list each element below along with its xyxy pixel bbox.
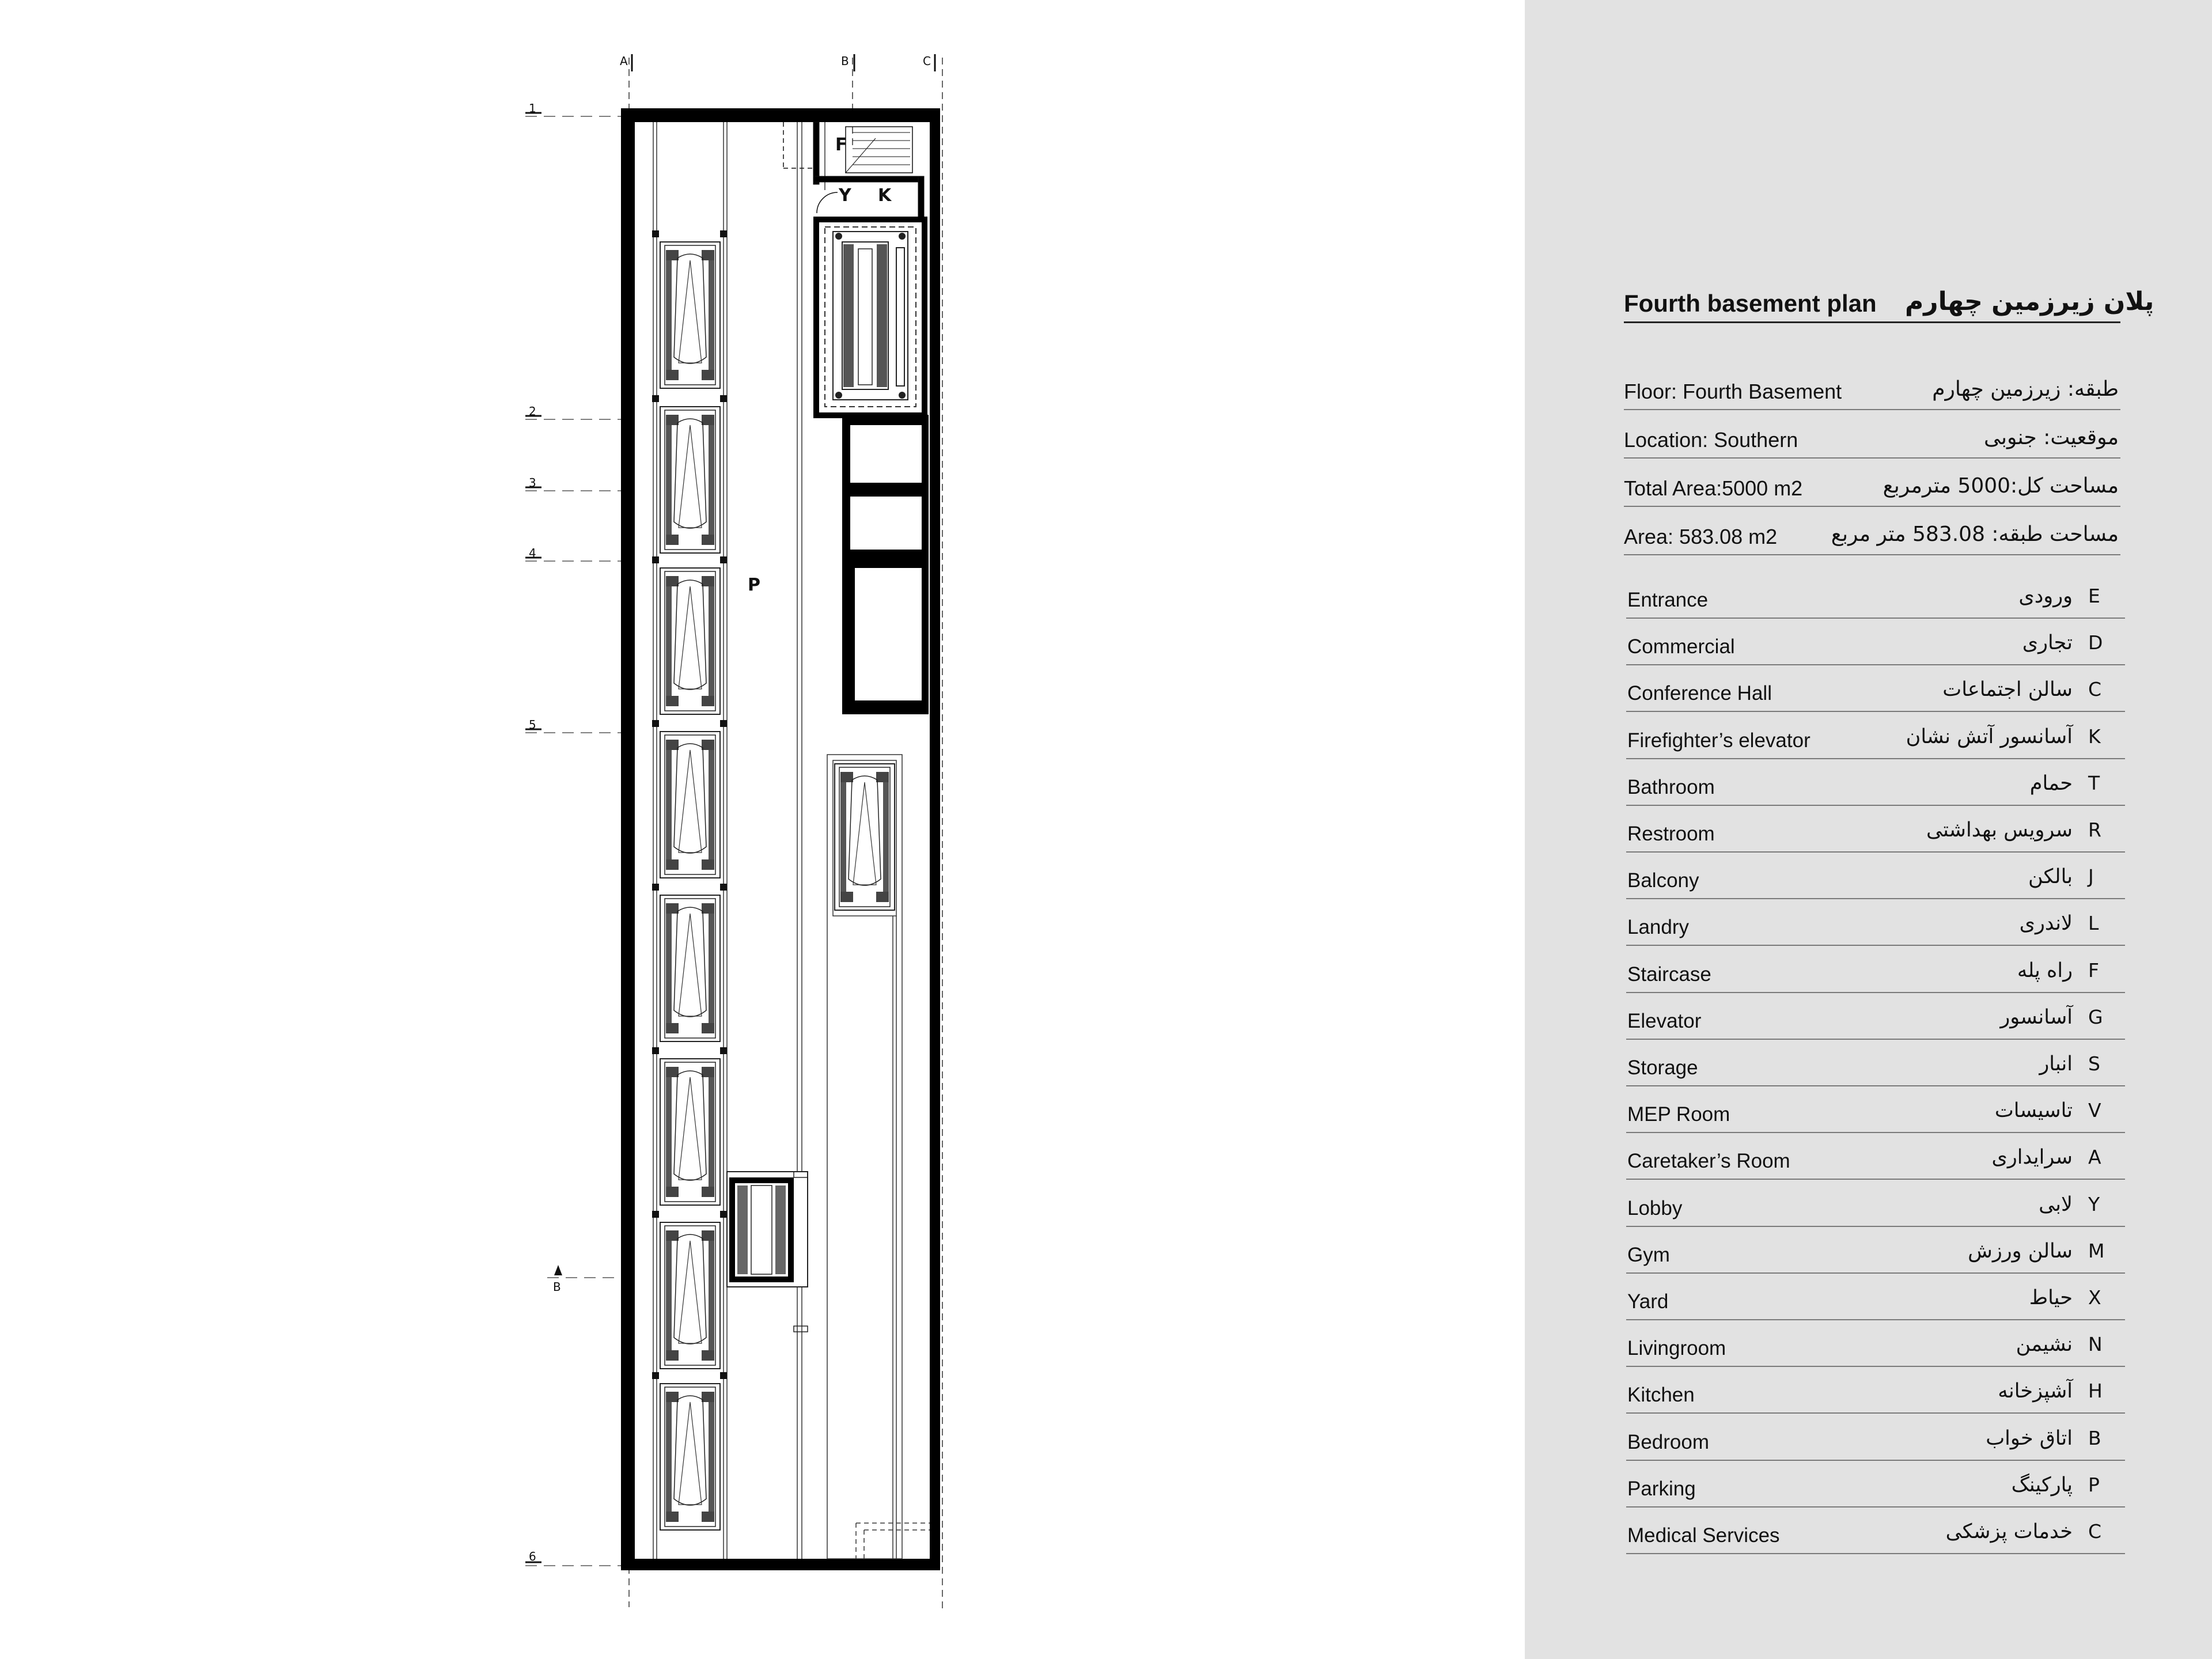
legend-code: L [2088, 912, 2099, 934]
legend-item-fa: تجاری [2022, 631, 2073, 654]
info-row-rule [1624, 457, 2120, 459]
legend-code: T [2088, 772, 2100, 794]
legend-item-en: Bedroom [1627, 1431, 1710, 1453]
parking-stall [660, 1384, 720, 1530]
legend-row-rule [1626, 1553, 2125, 1554]
legend-item-en: Elevator [1627, 1010, 1702, 1032]
legend-item-en: Landry [1627, 916, 1690, 938]
info-label-fa: طبقه: زیرزمین چهارم [1932, 377, 2119, 401]
parking-stall [660, 1059, 720, 1205]
parking-stall [660, 242, 720, 388]
legend-item-fa: راه پله [2017, 959, 2073, 982]
grid-label-row-6: 6 [529, 1550, 536, 1563]
legend-item-en: Gym [1627, 1244, 1670, 1266]
legend-code: B [2088, 1427, 2101, 1449]
legend-row-rule [1626, 1366, 2125, 1367]
legend-row-rule [1626, 1132, 2125, 1133]
legend-code: S [2088, 1052, 2100, 1075]
legend-item-en: Parking [1627, 1478, 1696, 1500]
grid-label-row-3: 3 [529, 476, 536, 490]
legend-item-fa: حمام [2029, 772, 2073, 795]
legend-row-rule [1626, 618, 2125, 619]
legend-code: H [2088, 1380, 2103, 1402]
legend-item-en: Entrance [1627, 589, 1709, 611]
parking-stall [660, 568, 720, 714]
legend-item-en: Restroom [1627, 823, 1715, 845]
legend-item-fa: سالن اجتماعات [1942, 678, 2073, 701]
legend-code: X [2088, 1286, 2101, 1309]
legend-item-fa: پارکینگ [2011, 1474, 2073, 1497]
legend-item-en: MEP Room [1627, 1103, 1730, 1126]
legend-item-fa: ورودی [2018, 585, 2073, 608]
legend-item-fa: سرایداری [1991, 1146, 2073, 1169]
legend-row-rule [1626, 851, 2125, 853]
legend-row-rule [1626, 1460, 2125, 1461]
legend-item-en: Conference Hall [1627, 682, 1772, 704]
legend-row-rule [1626, 805, 2125, 806]
legend-code: V [2088, 1099, 2101, 1122]
legend-row-rule [1626, 1272, 2125, 1274]
legend-item-fa: سالن ورزش [1968, 1240, 2073, 1263]
room-label-staircase: F [835, 135, 847, 155]
legend-item-fa: انبار [2039, 1052, 2073, 1075]
legend-row-rule [1626, 1412, 2125, 1414]
legend-code: G [2088, 1006, 2103, 1028]
legend-item-en: Commercial [1627, 635, 1735, 658]
legend-code: F [2088, 959, 2099, 982]
legend-row-rule [1626, 1179, 2125, 1180]
legend-item-en: Lobby [1627, 1197, 1683, 1219]
info-label-fa: مساحت کل:5000 مترمربع [1883, 474, 2119, 498]
legend-code: A [2088, 1146, 2101, 1168]
legend-row-rule [1626, 1226, 2125, 1227]
info-label-en: Floor: Fourth Basement [1624, 380, 1842, 403]
legend-row-rule [1626, 898, 2125, 899]
legend-item-en: Staircase [1627, 963, 1711, 986]
legend-code: D [2088, 631, 2103, 654]
grid-label-row-4: 4 [529, 546, 536, 560]
info-label-en: Area: 583.08 m2 [1624, 525, 1778, 548]
legend-row-rule [1626, 1319, 2125, 1320]
legend-code: P [2088, 1474, 2100, 1496]
grid-label-row-2: 2 [529, 404, 536, 418]
legend-row-rule [1626, 1506, 2125, 1508]
info-row-rule [1624, 554, 2120, 555]
legend-code: C [2088, 1520, 2102, 1543]
info-label-en: Total Area:5000 m2 [1624, 476, 1803, 500]
room-label-parking: P [748, 575, 760, 595]
legend-item-fa: بالکن [2028, 865, 2073, 888]
legend-code: M [2088, 1240, 2105, 1262]
legend-code: R [2088, 819, 2101, 841]
sheet-title-en: Fourth basement plan [1624, 290, 1877, 317]
legend-item-fa: آشپزخانه [1998, 1380, 2073, 1403]
info-label-en: Location: Southern [1624, 428, 1798, 452]
legend-item-fa: تاسیسات [1994, 1099, 2073, 1122]
legend-item-fa: آسانسور [2000, 1006, 2073, 1029]
legend-row-rule [1626, 992, 2125, 993]
parking-stall [660, 1222, 720, 1369]
legend-row-rule [1626, 945, 2125, 946]
legend-item-fa: لابی [2039, 1193, 2073, 1216]
legend-row-rule [1626, 711, 2125, 712]
legend-item-en: Kitchen [1627, 1384, 1695, 1406]
legend-row-rule [1626, 1039, 2125, 1040]
grid-label-col-c: C [923, 54, 931, 68]
legend-item-en: Storage [1627, 1056, 1698, 1079]
info-label-fa: موقعیت: جنوبی [1984, 426, 2119, 449]
section-marker-label: B [553, 1280, 561, 1294]
legend-item-en: Bathroom [1627, 776, 1715, 798]
info-row-rule [1624, 409, 2120, 410]
grid-label-row-1: 1 [529, 101, 536, 115]
title-underline [1624, 321, 2120, 323]
room-label-fire-elevator: K [878, 185, 892, 206]
legend-row-rule [1626, 664, 2125, 665]
legend-row-rule [1626, 758, 2125, 759]
legend-item-en: Yard [1627, 1290, 1669, 1313]
parking-stall [660, 407, 720, 553]
legend-item-fa: لاندری [2019, 912, 2073, 935]
sheet-title-fa: پلان زیرزمین چهارم [1905, 287, 2154, 316]
legend-code: K [2088, 725, 2101, 748]
grid-label-col-b: B [841, 54, 849, 68]
legend-item-fa: خدمات پزشکی [1945, 1520, 2073, 1543]
parking-stall [660, 895, 720, 1041]
legend-item-fa: آسانسور آتش نشان [1906, 725, 2073, 748]
legend-item-fa: نشیمن [2016, 1333, 2073, 1356]
info-row-rule [1624, 506, 2120, 507]
sheet-info-panel [1525, 0, 2212, 1659]
grid-label-col-a: A [620, 54, 628, 68]
legend-item-en: Firefighter’s elevator [1627, 729, 1810, 752]
legend-code: E [2088, 585, 2100, 607]
legend-item-fa: اتاق خواب [1986, 1427, 2073, 1450]
legend-item-en: Balcony [1627, 869, 1699, 892]
legend-item-fa: حیاط [2029, 1286, 2073, 1309]
legend-item-en: Medical Services [1627, 1524, 1780, 1547]
parking-stall [660, 732, 720, 878]
room-label-lobby: Y [839, 185, 851, 206]
info-label-fa: مساحت طبقه: 583.08 متر مربع [1831, 522, 2119, 546]
legend-code: Y [2088, 1193, 2100, 1215]
legend-item-en: Caretaker’s Room [1627, 1150, 1790, 1172]
legend-row-rule [1626, 1085, 2125, 1086]
legend-item-en: Livingroom [1627, 1337, 1726, 1359]
grid-label-row-5: 5 [529, 718, 536, 732]
legend-code: C [2088, 678, 2102, 700]
legend-code: J [2088, 865, 2094, 888]
legend-code: N [2088, 1333, 2103, 1355]
legend-item-fa: سرویس بهداشتی [1926, 819, 2073, 842]
